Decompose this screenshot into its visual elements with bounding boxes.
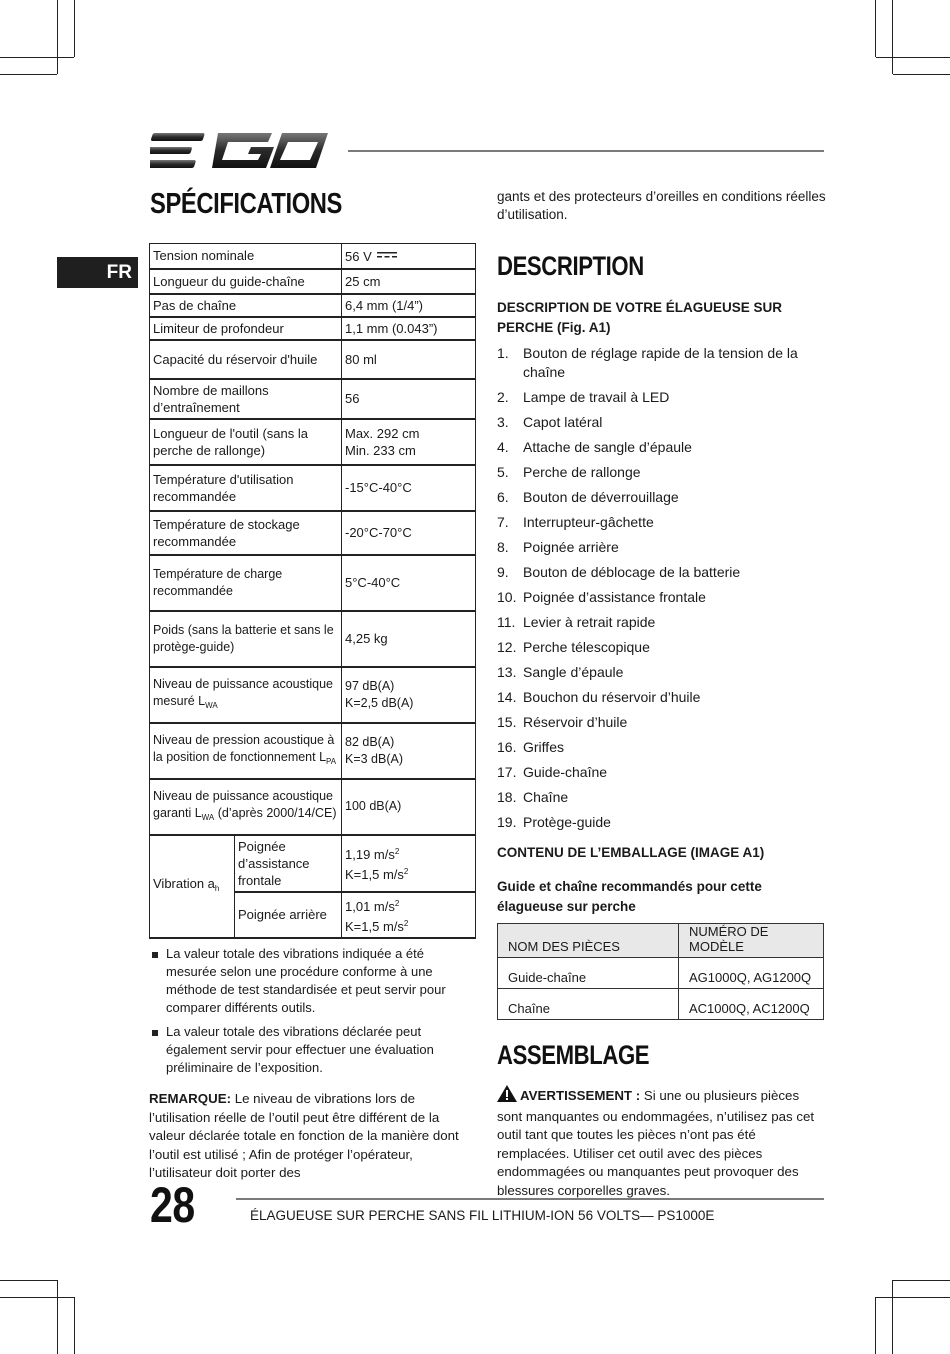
list-item: 1. Bouton de réglage rapide de la tension de la chaîne: [497, 345, 798, 380]
list-item: 6. Bouton de déverrouillage: [497, 489, 679, 505]
language-tab: FR: [57, 257, 138, 288]
crop-mark: [893, 74, 950, 75]
spec-value: 6,4 mm (1/4”): [342, 294, 476, 317]
spec-label: Tension nominale: [150, 244, 342, 269]
spec-value: 56: [342, 379, 476, 419]
table-row: [150, 465, 476, 511]
vibration-front-label: Poignée d’assistance frontale: [235, 835, 342, 892]
list-item: 3. Capot latéral: [497, 414, 603, 430]
parts-description-list: [497, 344, 827, 838]
table-row: [150, 555, 476, 611]
spec-value: [342, 419, 476, 465]
table-row: [150, 379, 476, 419]
spec-value: 25 cm: [342, 269, 476, 294]
spec-label: Pas de chaîne: [150, 294, 342, 317]
table-row: [150, 244, 476, 269]
description-subtitle: DESCRIPTION DE VOTRE ÉLAGUEUSE SUR PERCHE (Fig. A1): [497, 300, 783, 335]
crop-mark: [74, 1297, 75, 1354]
spec-value-line: K=3 dB(A): [345, 751, 404, 766]
spec-value: 5°C-40°C: [342, 555, 476, 611]
list-item: 7. Interrupteur-gâchette: [497, 514, 654, 530]
parts-table: [497, 923, 824, 1020]
warning-text: Si une ou plusieurs pièces sont manquantes ou endommagées, n’utilisez pas cet outil tant que toutes les pièces n’ont pas été remplacées. Utiliser cet outil avec des pièces endommagées ou manquantes peut provoquer des blessures corporelles graves.: [497, 1088, 815, 1198]
crop-mark: [0, 74, 57, 75]
table-cell: AG1000Q, AG1200Q: [679, 958, 824, 989]
header-rule: [348, 150, 824, 152]
spec-value: 1,1 mm (0.043”): [342, 317, 476, 340]
remark-paragraph: [149, 1090, 479, 1183]
spec-value: 4,25 kg: [342, 611, 476, 667]
vibration-rear-value: [342, 892, 476, 938]
list-item: 18. Chaîne: [497, 789, 569, 805]
spec-value-line: Max. 292 cm: [345, 425, 420, 441]
spec-value-line: K=1,5 $m/s^2$: [345, 867, 409, 882]
list-item: 10. Poignée d’assistance frontale: [497, 589, 706, 605]
spec-label: Limiteur de profondeur: [150, 317, 342, 340]
table-row: [498, 958, 824, 989]
footer-title: ÉLAGUEUSE SUR PERCHE SANS FIL LITHIUM-ION 56 VOLTS— PS1000E: [250, 1208, 715, 1223]
list-item: 13. Sangle d’épaule: [497, 664, 624, 680]
crop-mark: [892, 0, 893, 74]
list-item: 11. Levier à retrait rapide: [497, 614, 656, 630]
list-item: 8. Poignée arrière: [497, 539, 619, 555]
crop-mark: [892, 1280, 893, 1354]
column-header: NUMÉRO DE MODÈLE: [679, 924, 824, 958]
spec-label: Température de charge recommandée: [150, 555, 342, 611]
crop-mark: [0, 57, 74, 58]
list-item: 16. Griffes: [497, 739, 564, 755]
spec-value: [342, 723, 476, 779]
list-item: 12. Perche télescopique: [497, 639, 650, 655]
crop-mark: [57, 1280, 58, 1354]
table-cell: Guide-chaîne: [498, 958, 679, 989]
list-item: 14. Bouchon du réservoir d’huile: [497, 689, 701, 705]
spec-label: Capacité du réservoir d'huile: [150, 340, 342, 379]
table-row: [150, 340, 476, 379]
vibration-notes: [150, 945, 477, 1083]
specifications-table: [149, 243, 476, 939]
list-item: 5. Perche de rallonge: [497, 464, 641, 480]
spec-label: Longueur de l'outil (sans la perche de rallonge): [150, 419, 342, 465]
table-row: [150, 667, 476, 723]
spec-label: Poids (sans la batterie et sans le protège-guide): [150, 611, 342, 667]
vibration-rear-label: Poignée arrière: [235, 892, 342, 938]
crop-mark: [875, 1297, 876, 1354]
crop-mark: [57, 0, 58, 74]
crop-mark: [875, 0, 876, 57]
list-item: 17. Guide-chaîne: [497, 764, 608, 780]
spec-value-line: Min. 233 cm: [345, 442, 416, 458]
table-row: [150, 269, 476, 294]
table-row: [150, 317, 476, 340]
vibration-front-value: [342, 835, 476, 892]
list-item: La valeur totale des vibrations indiquée a été mesurée selon une procédure conforme à une méthode de test standardisée et peut servir pour comparer différents outils.: [150, 945, 477, 1017]
spec-value-line: 97 dB(A): [345, 678, 395, 693]
spec-value: -20°C-70°C: [342, 511, 476, 555]
spec-value-line: 1,19 $m/s^2$: [345, 847, 400, 862]
spec-label: Niveau de puissance acoustique mesuré $L_{WA}$: [150, 667, 342, 723]
table-cell: Chaîne: [498, 989, 679, 1020]
spec-value: [342, 667, 476, 723]
spec-value-line: 1,01 $m/s^2$: [345, 898, 400, 914]
list-item: La valeur totale des vibrations déclarée peut également servir pour effectuer une évaluation préliminaire de l’exposition.: [150, 1023, 477, 1077]
spec-value: 80 ml: [342, 340, 476, 379]
table-row: [150, 779, 476, 835]
spec-value-line: K=2,5 dB(A): [345, 695, 414, 710]
remark-text: Le niveau de vibrations lors de l’utilisation réelle de l’outil peut être différent de la valeur déclarée totale en fonction de la manière dont l’outil est utilisé ; Afin de protéger l’opérateur, l’utilisateur doit porter des: [149, 1091, 459, 1180]
crop-mark: [0, 1280, 57, 1281]
crop-mark: [876, 57, 950, 58]
spec-label: Température d'utilisation recommandée: [150, 465, 342, 511]
table-row: [150, 835, 476, 892]
continued-paragraph: gants et des protecteurs d’oreilles en conditions réelles d’utilisation.: [497, 189, 826, 222]
spec-label: Niveau de puissance acoustique garanti $L_{WA}$ (d’après 2000/14/CE): [150, 779, 342, 835]
list-item: 9. Bouton de déblocage de la batterie: [497, 564, 741, 580]
list-item: 15. Réservoir d’huile: [497, 714, 628, 730]
dc-symbol-icon: [377, 246, 397, 263]
table-row: [150, 723, 476, 779]
ego-logo: [150, 130, 332, 177]
spec-label: Nombre de maillons d’entraînement: [150, 379, 342, 419]
list-item: 19. Protège-guide: [497, 814, 611, 830]
crop-mark: [0, 1297, 74, 1298]
warning-paragraph: [497, 1085, 827, 1200]
crop-mark: [876, 1297, 950, 1298]
vibration-label: Vibration $a_h$: [150, 835, 235, 938]
spec-value: 100 dB(A): [342, 779, 476, 835]
table-header-row: [498, 924, 824, 958]
spec-value: 56 V: [342, 244, 476, 269]
table-row: [150, 419, 476, 465]
recommended-parts-title: Guide et chaîne recommandés pour cette élagueuse sur perche: [497, 879, 762, 914]
warning-triangle-icon: [497, 1085, 517, 1108]
table-row: [498, 989, 824, 1020]
spec-label: Température de stockage recommandée: [150, 511, 342, 555]
spec-label: Longueur du guide-chaîne: [150, 269, 342, 294]
table-cell: AC1000Q, AC1200Q: [679, 989, 824, 1020]
assembly-title: ASSEMBLAGE: [497, 1040, 650, 1070]
column-header: NOM DES PIÈCES: [498, 924, 679, 958]
footer-rule: [236, 1198, 824, 1200]
crop-mark: [74, 0, 75, 57]
crop-mark: [893, 1280, 950, 1281]
page-number: 28: [150, 1177, 195, 1233]
table-row: [150, 294, 476, 317]
spec-value-line: 82 dB(A): [345, 734, 395, 749]
description-title: DESCRIPTION: [497, 251, 644, 281]
list-item: 2. Lampe de travail à LED: [497, 389, 670, 405]
spec-label: Niveau de pression acoustique à la position de fonctionnement $L_{PA}$: [150, 723, 342, 779]
spec-value-line: K=1,5 $m/s^2$: [345, 918, 409, 934]
list-item: 4. Attache de sangle d’épaule: [497, 439, 692, 455]
table-row: [150, 611, 476, 667]
package-contents-title: CONTENU DE L’EMBALLAGE (IMAGE A1): [497, 845, 765, 860]
remark-label: REMARQUE:: [149, 1091, 231, 1106]
warning-label: AVERTISSEMENT :: [520, 1088, 641, 1103]
spec-value: -15°C-40°C: [342, 465, 476, 511]
specifications-title: SPÉCIFICATIONS: [150, 188, 343, 220]
table-row: [150, 511, 476, 555]
